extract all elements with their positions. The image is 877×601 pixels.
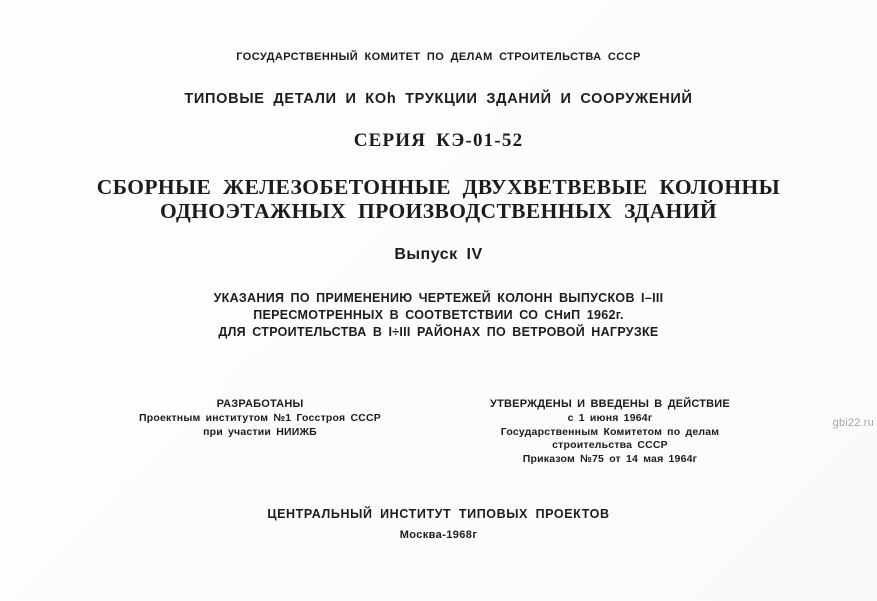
approved-by-line-2: Государственным Комитетом по делам (500, 425, 720, 438)
application-notes (0, 290, 877, 341)
application-notes-line-2: ПЕРЕСМОТРЕННЫХ В СООТВЕТСТВИИ СО СНиП 1962г. (253, 308, 624, 322)
developed-by-line-1: Проектным институтом №1 Госстроя СССР (138, 411, 382, 424)
developed-by-block (115, 398, 405, 439)
application-notes-line-1: УКАЗАНИЯ ПО ПРИМЕНЕНИЮ ЧЕРТЕЖЕЙ КОЛОНН ВЫПУСКОВ I–III (213, 291, 664, 305)
developed-by-line-2: при участии НИИЖБ (203, 425, 317, 438)
main-title-line-1: СБОРНЫЕ ЖЕЛЕЗОБЕТОННЫЕ ДВУХВЕТВЕВЫЕ КОЛОННЫ (96, 175, 781, 199)
application-notes-line-3: ДЛЯ СТРОИТЕЛЬСТВА В I÷III РАЙОНАХ ПО ВЕТРОВОЙ НАГРУЗКЕ (218, 325, 659, 339)
series-title: ТИПОВЫЕ ДЕТАЛИ И КОh ТРУКЦИИ ЗДАНИЙ И СООРУЖЕНИЙ (184, 91, 693, 107)
approved-by-line-4: Приказом №75 от 14 мая 1964г (522, 453, 698, 466)
series-code: СЕРИЯ КЭ-01-52 (353, 130, 524, 151)
city-and-year: Москва-1968г (399, 529, 478, 541)
main-title-line-2: ОДНОЭТАЖНЫХ ПРОИЗВОДСТВЕННЫХ ЗДАНИЙ (159, 199, 718, 223)
issue-number: Выпуск IV (394, 246, 483, 263)
approved-by-block (465, 398, 755, 467)
publisher-institute: ЦЕНТРАЛЬНЫЙ ИНСТИТУТ ТИПОВЫХ ПРОЕКТОВ (267, 507, 610, 521)
main-title (0, 175, 877, 223)
site-watermark: gbi22.ru (832, 417, 874, 429)
developed-by-heading: РАЗРАБОТАНЫ (216, 398, 304, 410)
approved-by-heading: УТВЕРЖДЕНЫ И ВВЕДЕНЫ В ДЕЙСТВИЕ (490, 398, 730, 410)
approved-by-line-1: с 1 июня 1964г (567, 411, 653, 424)
approved-by-line-3: строительства СССР (552, 439, 668, 452)
committee-header: ГОСУДАРСТВЕННЫЙ КОМИТЕТ ПО ДЕЛАМ СТРОИТЕЛЬСТВА СССР (236, 51, 641, 63)
